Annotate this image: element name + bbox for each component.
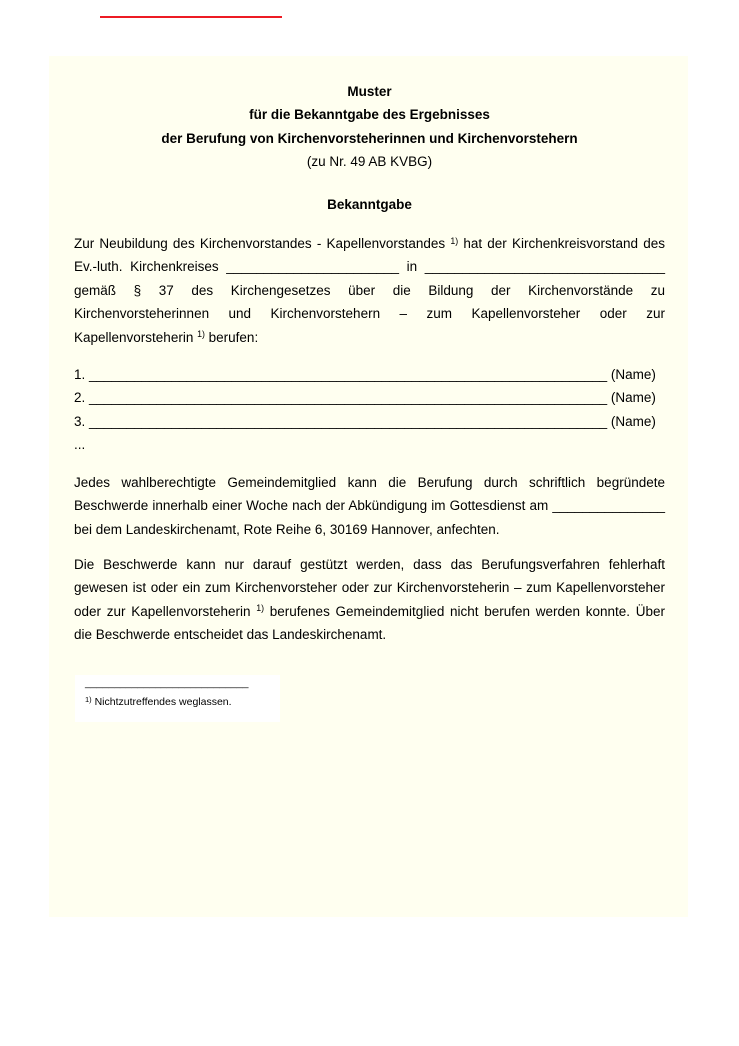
footnote-label: Nichtzutreffendes weglassen.: [94, 696, 232, 708]
footnote: [75, 675, 280, 722]
list-item-number: 1.: [74, 367, 86, 383]
doc-title-line-2: für die Bekanntgabe des Ergebnisses: [249, 107, 490, 123]
footnote-marker: 1): [85, 694, 92, 704]
name-list: [74, 363, 665, 457]
list-item: [74, 363, 665, 386]
list-item-name-label: (Name): [610, 390, 656, 406]
superscript-footnote-ref: 1): [197, 329, 205, 340]
document-content: [49, 56, 688, 647]
red-underline-mark: [100, 16, 282, 18]
list-item-blank-line: _____________________________________________________________________: [89, 413, 608, 429]
text-run: hat der Kirchenkreisvorstand des Ev.-luth. Kirchenkreises _______________________ in ________________________________ gemäß § 37 des Kirchengesetzes über die Bildung der Kirchenvorstände zu Kirchenvorsteherinnen und Kirchenvorstehern – zum Kapellenvorsteher oder zur Kapellenvorsteherin: [74, 236, 665, 345]
text-run: Die Beschwerde kann nur darauf gestützt werden, dass das Berufungsverfahren fehlerhaft gewesen ist oder ein zum Kirchenvorsteher oder zur Kirchenvorsteherin – zum Kapellenvorsteher oder zur Kapellenvorsteherin: [74, 556, 665, 619]
footnote-text: [85, 695, 280, 710]
list-ellipsis: ...: [74, 437, 86, 453]
complaint-paragraph: Jedes wahlberechtigte Gemeindemitglied kann die Berufung durch schriftlich begründete Beschwerde innerhalb einer Woche nach der Abkündigung im Gottesdienst am _______________ bei dem Landeskirchenamt, Rote Reihe 6, 30169 Hannover, anfechten.: [74, 474, 665, 537]
doc-title-line-3: der Berufung von Kirchenvorsteherinnen und Kirchenvorstehern: [161, 130, 578, 146]
list-item-number: 2.: [74, 390, 86, 406]
superscript-footnote-ref: 1): [450, 235, 459, 246]
list-item-blank-line: _____________________________________________________________________: [89, 390, 608, 406]
grounds-paragraph: [74, 553, 665, 647]
list-item-name-label: (Name): [610, 367, 656, 383]
footnote-separator: ____________________________: [85, 677, 249, 689]
superscript-footnote-ref: 1): [256, 603, 265, 614]
section-heading: Bekanntgabe: [327, 196, 412, 212]
intro-paragraph: [74, 232, 665, 349]
list-item-name-label: (Name): [610, 413, 656, 429]
list-item-blank-line: _____________________________________________________________________: [89, 367, 608, 383]
text-run: berufen:: [204, 329, 259, 345]
document-page: [49, 56, 688, 917]
list-item-number: 3.: [74, 413, 86, 429]
list-item: [74, 386, 665, 409]
text-run: berufenes Gemeindemitglied nicht berufen werden konnte. Über die Beschwerde entscheidet das Landeskirchenamt.: [74, 603, 665, 643]
list-item: [74, 410, 665, 433]
doc-title-reference: (zu Nr. 49 AB KVBG): [306, 154, 433, 170]
text-run: Zur Neubildung des Kirchenvorstandes - Kapellenvorstandes: [74, 236, 451, 252]
doc-title-line-1: Muster: [347, 84, 392, 99]
